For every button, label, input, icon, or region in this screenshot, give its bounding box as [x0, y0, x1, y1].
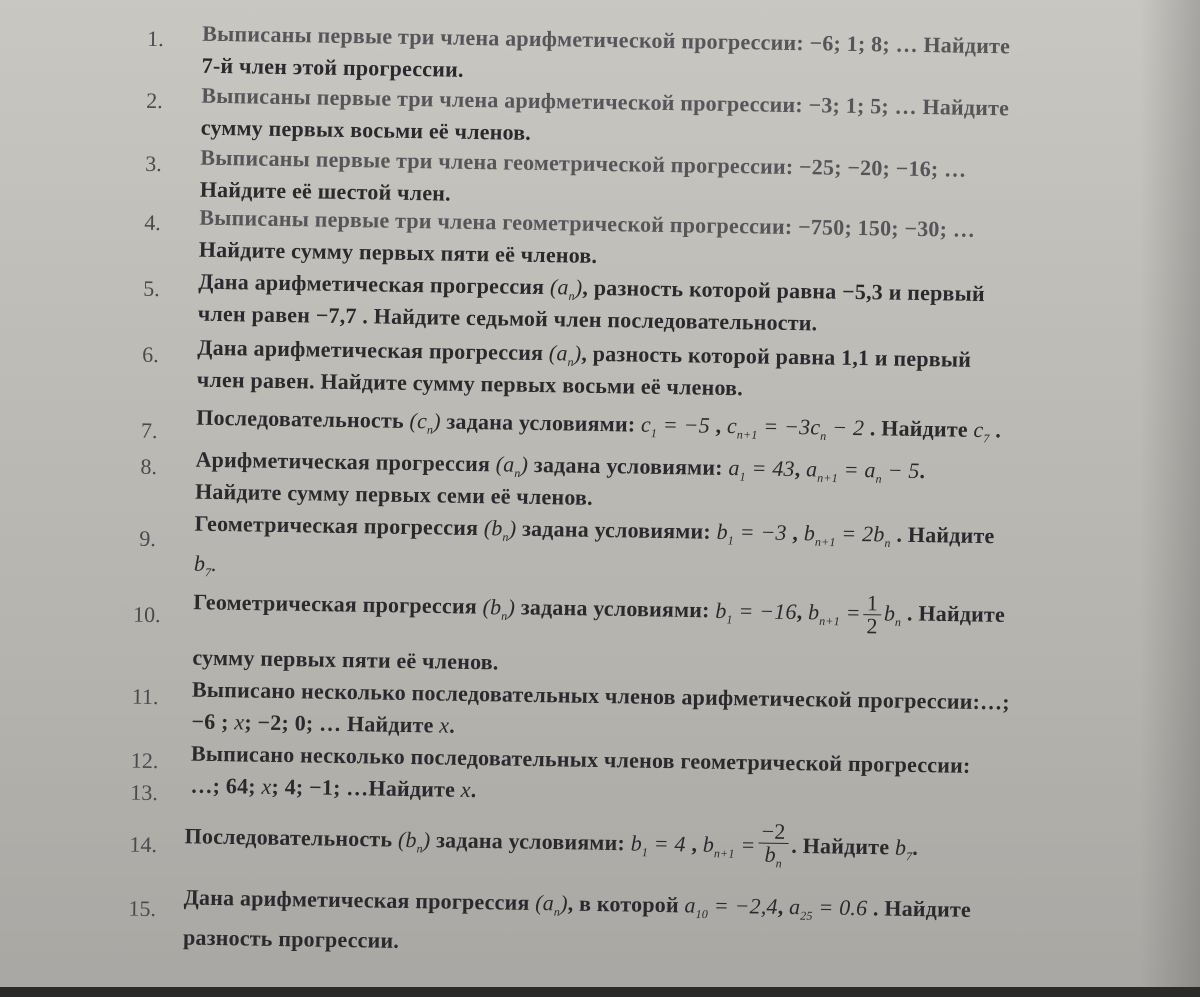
problem-15-line-2: разность прогрессии. — [182, 924, 400, 953]
problem-number: 3. — [145, 150, 162, 177]
problem-11-line-1: Выписано несколько последовательных членов арифметической прогрессии:…; — [191, 676, 1011, 715]
problem-number: 5. — [143, 275, 160, 302]
problem-15-line-1: Дана арифметическая прогрессия $(a_n)$, в которой $a_{10} = -2,4$, $a_{25} = 0.6$ . Найдите — [183, 884, 972, 923]
problem-number: 1. — [146, 25, 164, 52]
problem-1-line-2: 7-й член этой прогрессии. — [201, 52, 464, 82]
problem-4-line-2: Найдите сумму первых пяти её членов. — [198, 236, 598, 268]
problem-5-line-2: член равен −7,7 . Найдите седьмой член последовательности. — [197, 300, 818, 336]
problem-3-line-1: Выписаны первые три члена геометрической прогрессии: −25; −20; −16; … — [200, 144, 967, 182]
problem-number: 4. — [144, 209, 161, 236]
problem-6-line-1: Дана арифметическая прогрессия $(a_n)$, разность которой равна 1,1 и первый — [197, 334, 972, 372]
page-shadow — [1140, 0, 1200, 997]
page-bottom-edge — [0, 987, 1200, 997]
problem-9-line-1: Геометрическая прогрессия $(b_n)$ задана условиями: $b_1 = -3$ , $b_{n+1} = 2b_n$ . Найдите — [194, 510, 995, 550]
problem-3-line-2: Найдите её шестой член. — [199, 176, 452, 206]
problem-number: 6. — [142, 341, 159, 368]
problem-number: 7. — [140, 417, 158, 444]
problem-13-line-1: …; 64; x; 4; −1; …Найдите x. — [190, 772, 477, 803]
problem-number: 2. — [146, 87, 163, 114]
problem-8-line-1: Арифметическая прогрессия $(a_n)$ задана условиями: $a_1 = 43$, $a_{n+1} = a_n - 5$. — [195, 446, 926, 486]
problem-4-line-1: Выписаны первые три члена геометрической прогрессии: −750; 150; −30; … — [199, 204, 976, 242]
problem-number: 13. — [130, 779, 159, 806]
problem-10-line-1: Геометрическая прогрессия $(b_n)$ задана условиями: $b_1 = -16$, $b_{n+1}$ = $\frac{1}{2}$ $b_n$ . Найдите — [193, 589, 1006, 639]
problem-number: 11. — [131, 683, 159, 710]
problem-number: 12. — [130, 747, 159, 774]
fraction-one-half: $\frac{1}{2}$ — [863, 592, 881, 637]
problem-number: 9. — [139, 525, 157, 552]
problem-9-line-2: $b_7$. — [193, 550, 218, 580]
problem-8-line-2: Найдите сумму первых семи её членов. — [194, 478, 594, 510]
problem-1-line-1: Выписаны первые три члена арифметической прогрессии: −6; 1; 8; … Найдите — [202, 20, 1011, 59]
problem-2-line-2: сумму первых восьми её членов. — [200, 114, 532, 145]
problem-5-line-1: Дана арифметическая прогрессия $(a_n)$, разность которой равна −5,3 и первый — [198, 268, 986, 307]
problem-number: 8. — [140, 453, 158, 480]
problem-number: 15. — [128, 895, 157, 922]
problem-2-line-1: Выписаны первые три члена арифметической прогрессии: −3; 1; 5; … Найдите — [201, 82, 1010, 121]
problem-10-line-2: сумму первых пяти её членов. — [192, 644, 499, 675]
problem-11-line-2: −6 ; x; −2; 0; … Найдите x. — [191, 708, 456, 738]
problem-6-line-2: член равен. Найдите сумму первых восьми её членов. — [196, 366, 744, 401]
problem-number: 10. — [132, 601, 161, 628]
problem-number: 14. — [129, 831, 158, 858]
problem-12-line-1: Выписано несколько последовательных членов геометрической прогрессии: — [190, 740, 971, 778]
problem-14-line-1: Последовательность $(b_n)$ задана условиями: $b_1 = 4$ , $b_{n+1}$ = $\frac{-2}{b_n}$ . Найдите $b_7$. — [184, 812, 918, 877]
problem-7-line-1: Последовательность $(c_n)$ задана условиями: $c_1 = -5$ , $c_{n+1} = -3c_n - 2$ . Найдите $c_7$ . — [196, 404, 1002, 446]
fraction-minus-two-over-bn: $\frac{-2}{b_n}$ — [758, 821, 789, 875]
